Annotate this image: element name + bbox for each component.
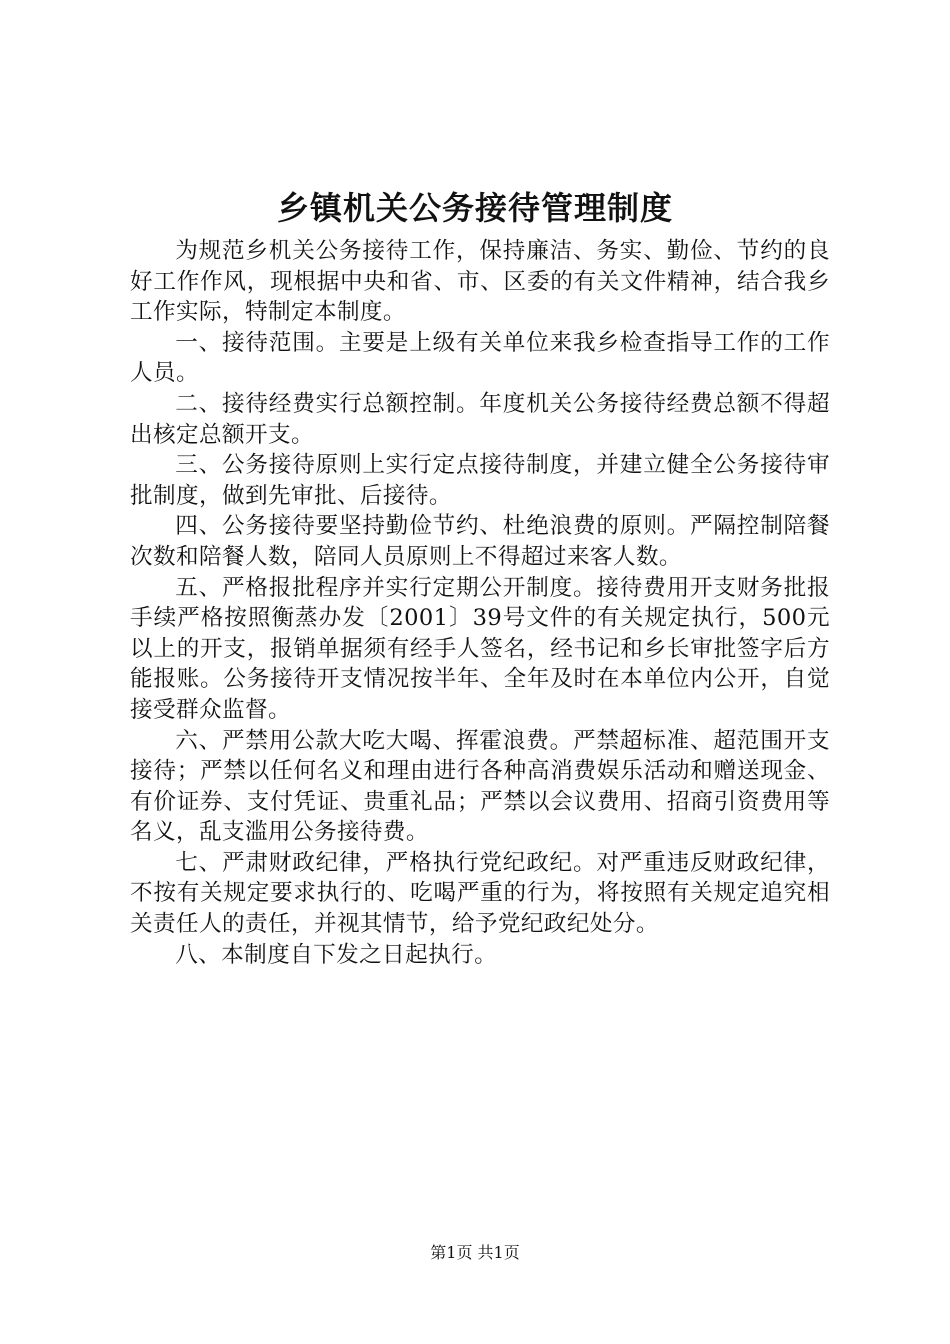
paragraph-5: 五、严格报批程序并实行定期公开制度。接待费用开支财务批报手续严格按照衡蒸办发〔2001〕39号文件的有关规定执行，500元以上的开支，报销单据须有经手人签名，经书记和乡长审批签字后方能报账。公务接待开支情况按半年、全年及时在本单位内公开，自觉接受群众监督。	[130, 574, 830, 723]
paragraph-2: 二、接待经费实行总额控制。年度机关公务接待经费总额不得超出核定总额开支。	[130, 390, 830, 448]
document-body	[130, 236, 830, 970]
page-number-footer: 第1页 共1页	[430, 1243, 520, 1262]
paragraph-8: 八、本制度自下发之日起执行。	[175, 941, 498, 968]
paragraph-3: 三、公务接待原则上实行定点接待制度，并建立健全公务接待审批制度，做到先审批、后接待。	[130, 452, 830, 509]
document-title: 乡镇机关公务接待管理制度	[276, 189, 673, 227]
paragraph-6: 六、严禁用公款大吃大喝、挥霍浪费。严禁超标准、超范围开支接待；严禁以任何名义和理由进行各种高消费娱乐活动和赠送现金、有价证券、支付凭证、贵重礼品；严禁以会议费用、招商引资费用等名义，乱支滥用公务接待费。	[130, 727, 830, 846]
paragraph-4: 四、公务接待要坚持勤俭节约、杜绝浪费的原则。严隔控制陪餐次数和陪餐人数，陪同人员原则上不得超过来客人数。	[130, 513, 830, 570]
paragraph-1: 一、接待范围。主要是上级有关单位来我乡检查指导工作的工作人员。	[130, 329, 830, 387]
paragraph-intro: 为规范乡机关公务接待工作，保持廉洁、务实、勤俭、节约的良好工作作风，现根据中央和省、市、区委的有关文件精神，结合我乡工作实际，特制定本制度。	[130, 238, 830, 326]
paragraph-7: 七、严肃财政纪律，严格执行党纪政纪。对严重违反财政纪律，不按有关规定要求执行的、吃喝严重的行为，将按照有关规定追究相关责任人的责任，并视其情节，给予党纪政纪处分。	[130, 849, 830, 938]
